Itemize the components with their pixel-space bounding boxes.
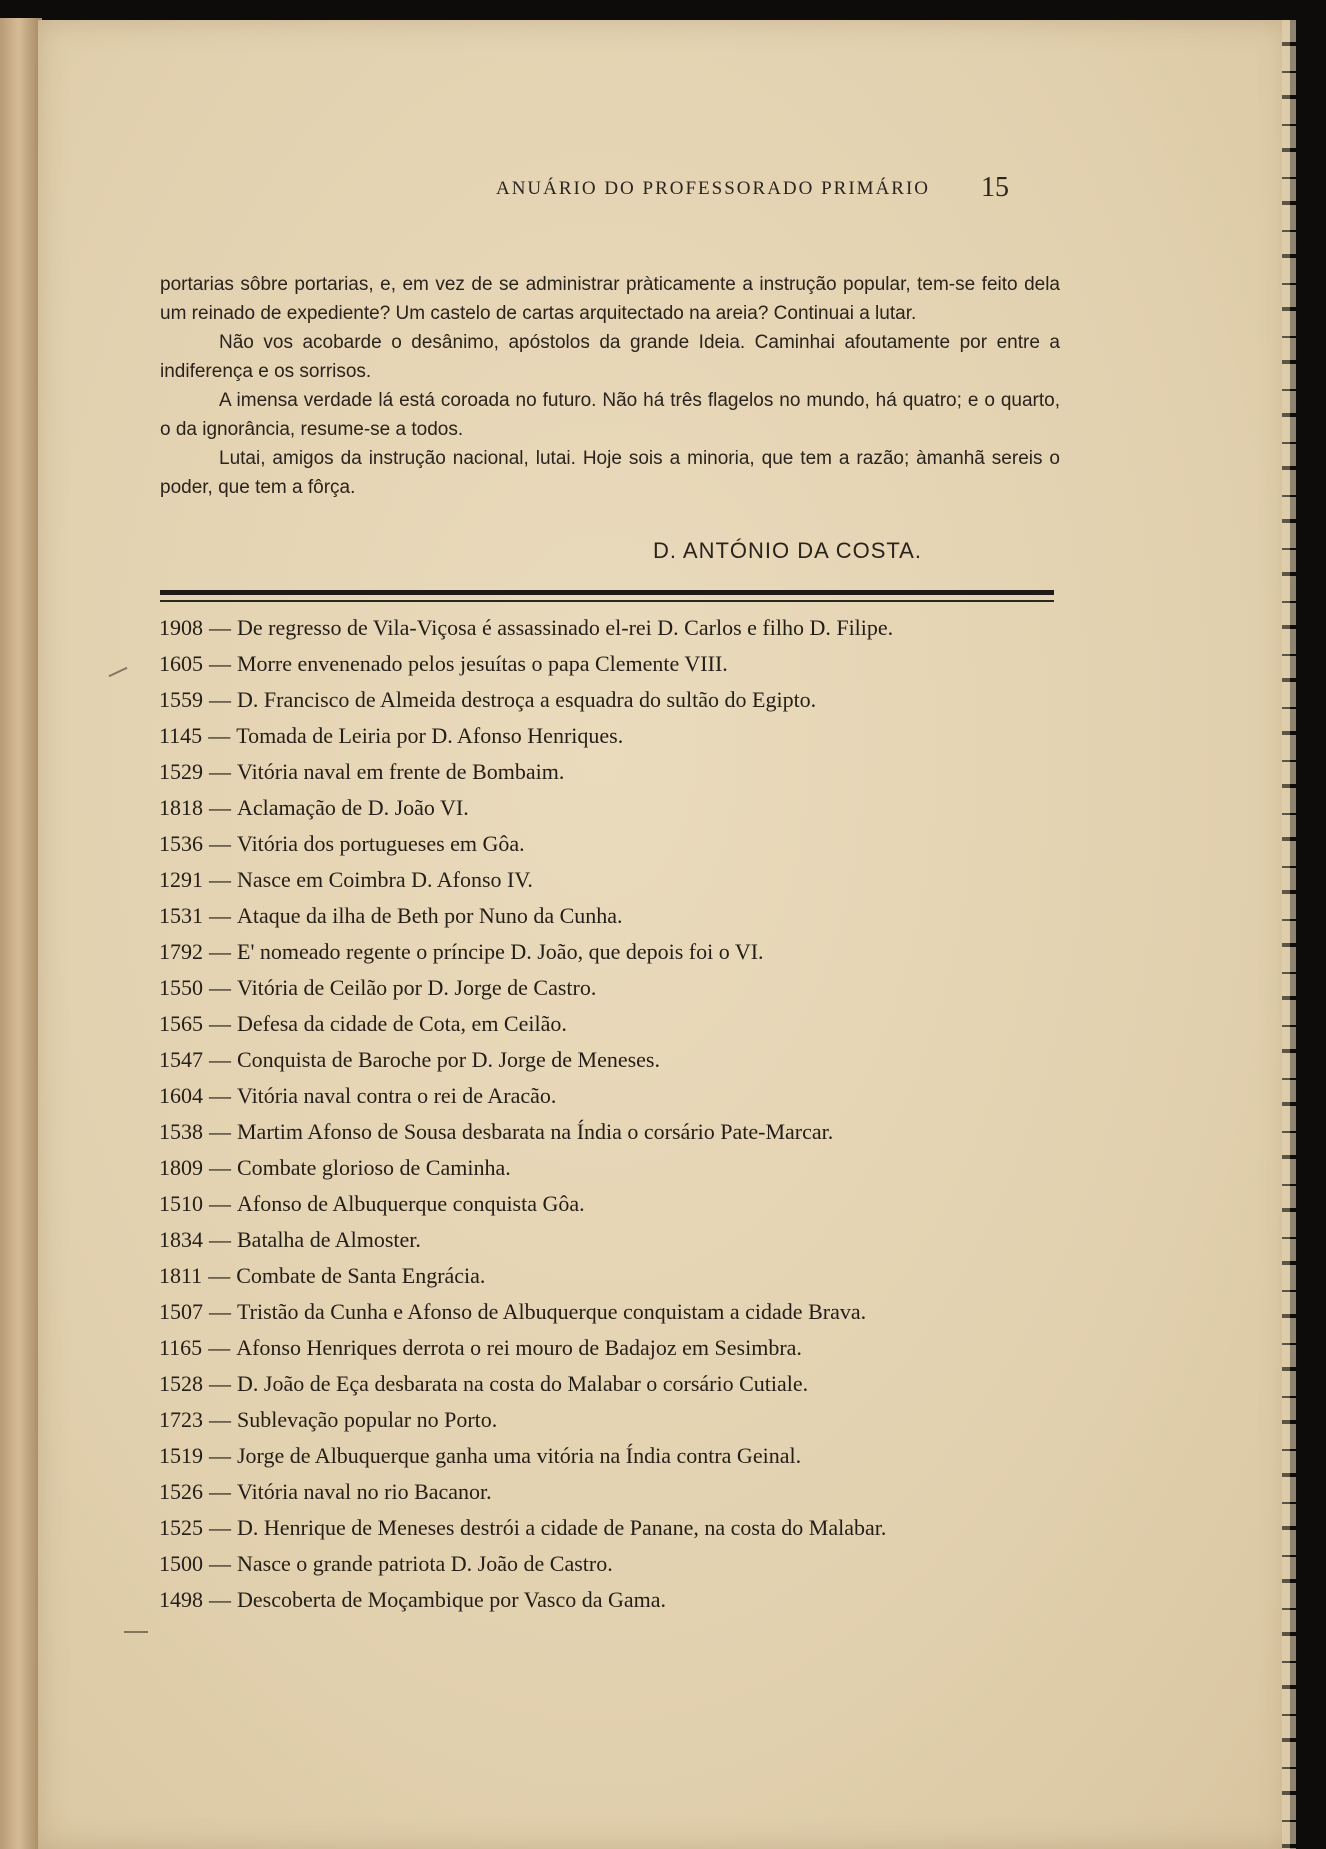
em-dash: — xyxy=(209,1083,231,1108)
em-dash: — xyxy=(209,1515,231,1540)
event-item xyxy=(159,970,1079,1006)
event-year: 1565 xyxy=(159,1011,203,1036)
em-dash: — xyxy=(209,1407,231,1432)
event-year: 1526 xyxy=(159,1479,203,1504)
event-description: Tomada de Leiria por D. Afonso Henriques. xyxy=(236,723,624,748)
em-dash: — xyxy=(209,1011,231,1036)
em-dash: — xyxy=(209,1227,231,1252)
adjacent-page-edge xyxy=(0,18,42,1849)
event-item xyxy=(159,1258,1079,1294)
event-description: Conquista de Baroche por D. Jorge de Meneses. xyxy=(237,1047,660,1072)
em-dash: — xyxy=(209,867,231,892)
em-dash: — xyxy=(209,759,231,784)
event-item xyxy=(159,754,1079,790)
event-description: Vitória naval no rio Bacanor. xyxy=(237,1479,492,1504)
em-dash: — xyxy=(208,1263,231,1288)
event-item xyxy=(159,610,1079,646)
event-item xyxy=(159,1546,1079,1582)
event-description: Descoberta de Moçambique por Vasco da Gama. xyxy=(237,1587,667,1612)
event-description: Batalha de Almoster. xyxy=(237,1227,421,1252)
event-item xyxy=(159,1582,1079,1618)
em-dash: — xyxy=(209,1479,231,1504)
em-dash: — xyxy=(209,795,231,820)
event-description: Aclamação de D. João VI. xyxy=(237,795,469,820)
event-item xyxy=(159,1114,1079,1150)
prose-paragraph: portarias sôbre portarias, e, em vez de se administrar pràticamente a instrução popular, tem-se feito dela um reinado de expediente? Um castelo de cartas arquitectado na areia? Continuai a lutar. xyxy=(160,274,1060,324)
event-item xyxy=(159,790,1079,826)
event-year: 1811 xyxy=(159,1263,203,1288)
event-year: 1525 xyxy=(159,1515,203,1540)
event-year: 1809 xyxy=(159,1155,203,1180)
em-dash: — xyxy=(208,723,231,748)
event-description: Nasce em Coimbra D. Afonso IV. xyxy=(237,867,533,892)
em-dash: — xyxy=(209,651,231,676)
event-item xyxy=(159,646,1079,682)
em-dash: — xyxy=(209,1371,231,1396)
em-dash: — xyxy=(209,1587,231,1612)
event-item xyxy=(159,1186,1079,1222)
event-item xyxy=(159,1366,1079,1402)
em-dash: — xyxy=(209,1155,231,1180)
event-year: 1498 xyxy=(159,1587,203,1612)
event-description: D. João de Eça desbarata na costa do Malabar o corsário Cutiale. xyxy=(237,1371,809,1396)
event-description: Ataque da ilha de Beth por Nuno da Cunha. xyxy=(237,903,623,928)
event-item xyxy=(159,718,1079,754)
author-signature: D. ANTÓNIO DA COSTA. xyxy=(653,538,922,563)
em-dash: — xyxy=(209,1119,231,1144)
em-dash: — xyxy=(209,687,231,712)
event-description: D. Henrique de Meneses destrói a cidade de Panane, na costa do Malabar. xyxy=(237,1515,887,1540)
em-dash: — xyxy=(209,939,231,964)
event-year: 1547 xyxy=(159,1047,203,1072)
event-description: Afonso de Albuquerque conquista Gôa. xyxy=(237,1191,585,1216)
section-divider-thin xyxy=(160,600,1054,602)
event-year: 1500 xyxy=(159,1551,203,1576)
page-number: 15 xyxy=(981,172,1009,203)
event-item xyxy=(159,934,1079,970)
event-year: 1818 xyxy=(159,795,203,820)
event-item xyxy=(159,1294,1079,1330)
event-year: 1604 xyxy=(159,1083,203,1108)
running-header xyxy=(38,172,1118,203)
event-description: Vitória de Ceilão por D. Jorge de Castro. xyxy=(237,975,597,1000)
em-dash: — xyxy=(209,1551,231,1576)
event-year: 1536 xyxy=(159,831,203,856)
running-title: ANUÁRIO DO PROFESSORADO PRIMÁRIO xyxy=(495,178,931,199)
em-dash: — xyxy=(209,831,231,856)
event-year: 1519 xyxy=(159,1443,203,1468)
event-description: Martim Afonso de Sousa desbarata na Índia o corsário Pate-Marcar. xyxy=(237,1119,834,1144)
event-year: 1834 xyxy=(159,1227,203,1252)
section-divider xyxy=(160,590,1054,595)
event-year: 1908 xyxy=(159,615,203,640)
em-dash: — xyxy=(209,903,231,928)
event-description: Vitória dos portugueses em Gôa. xyxy=(237,831,525,856)
event-description: Afonso Henriques derrota o rei mouro de Badajoz em Sesimbra. xyxy=(236,1335,802,1360)
prose-paragraph: Não vos acobarde o desânimo, apóstolos da grande Ideia. Caminhai afoutamente por entre a indiferença e os sorrisos. xyxy=(160,332,1060,382)
event-year: 1507 xyxy=(159,1299,203,1324)
event-description: Defesa da cidade de Cota, em Ceilão. xyxy=(237,1011,567,1036)
prose-paragraph: Lutai, amigos da instrução nacional, lutai. Hoje sois a minoria, que tem a razão; àmanhã sereis o poder, que tem a fôrça. xyxy=(160,448,1060,498)
event-description: Vitória naval em frente de Bombaim. xyxy=(237,759,565,784)
event-item xyxy=(159,1510,1079,1546)
event-description: Tristão da Cunha e Afonso de Albuquerque conquistam a cidade Brava. xyxy=(237,1299,867,1324)
stray-ink-mark xyxy=(124,1631,148,1633)
event-item xyxy=(159,1222,1079,1258)
event-year: 1528 xyxy=(159,1371,203,1396)
book-page xyxy=(38,20,1290,1849)
event-item xyxy=(159,1330,1079,1366)
event-item xyxy=(159,1474,1079,1510)
event-year: 1538 xyxy=(159,1119,203,1144)
event-year: 1605 xyxy=(159,651,203,676)
em-dash: — xyxy=(209,615,231,640)
event-year: 1792 xyxy=(159,939,203,964)
event-year: 1531 xyxy=(159,903,203,928)
event-description: Sublevação popular no Porto. xyxy=(237,1407,498,1432)
event-year: 1529 xyxy=(159,759,203,784)
em-dash: — xyxy=(209,1191,231,1216)
event-year: 1559 xyxy=(159,687,203,712)
event-item xyxy=(159,1402,1079,1438)
event-description: D. Francisco de Almeida destroça a esquadra do sultão do Egipto. xyxy=(237,687,817,712)
event-description: Jorge de Albuquerque ganha uma vitória na Índia contra Geinal. xyxy=(237,1443,802,1468)
event-description: De regresso de Vila-Viçosa é assassinado el-rei D. Carlos e filho D. Filipe. xyxy=(237,615,894,640)
event-year: 1165 xyxy=(159,1335,203,1360)
event-year: 1723 xyxy=(159,1407,203,1432)
event-item xyxy=(159,1042,1079,1078)
event-year: 1291 xyxy=(159,867,203,892)
event-item xyxy=(159,1150,1079,1186)
event-item xyxy=(159,898,1079,934)
event-description: Combate de Santa Engrácia. xyxy=(236,1263,486,1288)
em-dash: — xyxy=(208,1335,231,1360)
event-year: 1550 xyxy=(159,975,203,1000)
event-item xyxy=(159,1006,1079,1042)
event-item xyxy=(159,682,1079,718)
event-description: E' nomeado regente o príncipe D. João, que depois foi o VI. xyxy=(237,939,764,964)
event-item xyxy=(159,1078,1079,1114)
event-item xyxy=(159,862,1079,898)
em-dash: — xyxy=(209,1047,231,1072)
em-dash: — xyxy=(209,975,231,1000)
event-description: Morre envenenado pelos jesuítas o papa Clemente VIII. xyxy=(237,651,728,676)
event-year: 1510 xyxy=(159,1191,203,1216)
stray-ink-mark xyxy=(109,667,128,677)
event-item xyxy=(159,1438,1079,1474)
prose-paragraph: A imensa verdade lá está coroada no futuro. Não há três flagelos no mundo, há quatro; e o quarto, o da ignorância, resume-se a todos. xyxy=(160,390,1060,440)
event-description: Combate glorioso de Caminha. xyxy=(237,1155,511,1180)
prose-block xyxy=(160,270,1060,502)
em-dash: — xyxy=(209,1443,231,1468)
historical-events-list xyxy=(159,610,1079,1618)
event-item xyxy=(159,826,1079,862)
em-dash: — xyxy=(209,1299,231,1324)
torn-page-edge xyxy=(1282,20,1296,1849)
event-year: 1145 xyxy=(159,723,203,748)
event-description: Nasce o grande patriota D. João de Castro. xyxy=(237,1551,613,1576)
event-description: Vitória naval contra o rei de Aracão. xyxy=(237,1083,557,1108)
